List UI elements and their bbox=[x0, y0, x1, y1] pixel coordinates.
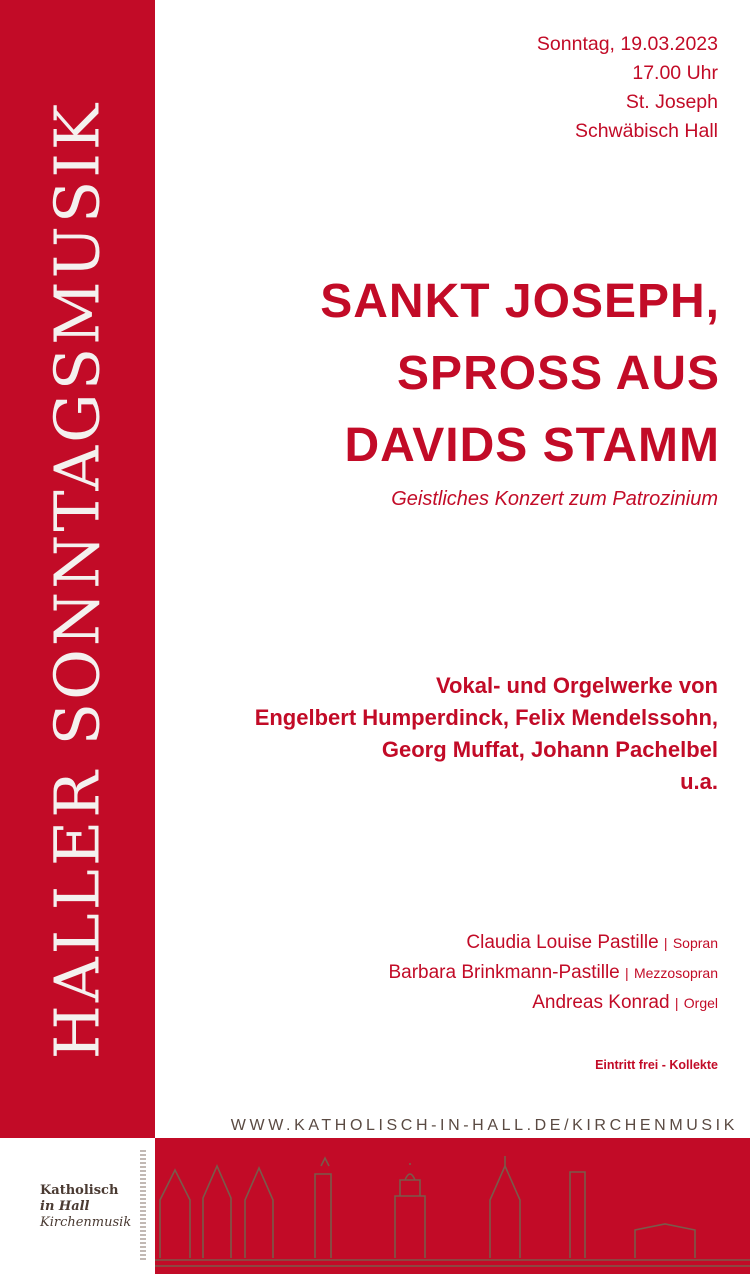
works-line: Vokal- und Orgelwerke von bbox=[436, 673, 718, 698]
skyline-illustration bbox=[155, 1138, 750, 1274]
event-date: Sonntag, 19.03.2023 bbox=[536, 33, 718, 55]
performer-name: Barbara Brinkmann-Pastille bbox=[388, 962, 620, 983]
logo-line: Katholisch bbox=[40, 1183, 119, 1198]
katholisch-in-hall-logo bbox=[40, 1183, 131, 1231]
vertical-series-title: HALLER SONNTAGSMUSIK bbox=[40, 100, 114, 1060]
event-location: St. Joseph bbox=[625, 91, 718, 113]
works-line: u.a. bbox=[680, 769, 718, 794]
title-line: SANKT JOSEPH, bbox=[320, 275, 720, 328]
works-line: Engelbert Humperdinck, Felix Mendelssohn, bbox=[254, 705, 718, 730]
title-line: SPROSS AUS bbox=[397, 347, 720, 400]
title-line: DAVIDS STAMM bbox=[344, 419, 720, 472]
event-time: 17.00 Uhr bbox=[632, 62, 718, 84]
performer-role: Sopran bbox=[672, 935, 718, 951]
concert-subtitle: Geistliches Konzert zum Patrozinium bbox=[391, 488, 718, 510]
event-info bbox=[537, 30, 718, 146]
separator: | bbox=[625, 965, 629, 981]
event-city: Schwäbisch Hall bbox=[574, 120, 718, 142]
works-list bbox=[255, 670, 718, 798]
performer-name: Claudia Louise Pastille bbox=[466, 932, 659, 953]
performer-row bbox=[388, 988, 718, 1018]
footer-band bbox=[155, 1138, 750, 1274]
performer-row bbox=[388, 958, 718, 988]
concert-title bbox=[320, 266, 720, 482]
separator: | bbox=[663, 935, 668, 951]
entry-note: Eintritt frei - Kollekte bbox=[595, 1058, 718, 1072]
works-line: Georg Muffat, Johann Pachelbel bbox=[381, 737, 718, 762]
logo-line: in Hall bbox=[40, 1199, 90, 1214]
performers-list bbox=[388, 928, 718, 1018]
website-url[interactable]: WWW.KATHOLISCH-IN-HALL.DE/KIRCHENMUSIK bbox=[230, 1117, 738, 1134]
layout-credit-text bbox=[140, 1150, 146, 1260]
separator: | bbox=[674, 995, 679, 1011]
performer-row bbox=[388, 928, 718, 958]
logo-line: Kirchenmusik bbox=[40, 1215, 132, 1230]
performer-name: Andreas Konrad bbox=[532, 992, 670, 1013]
performer-role: Mezzosopran bbox=[633, 965, 718, 981]
performer-role: Orgel bbox=[683, 995, 718, 1011]
